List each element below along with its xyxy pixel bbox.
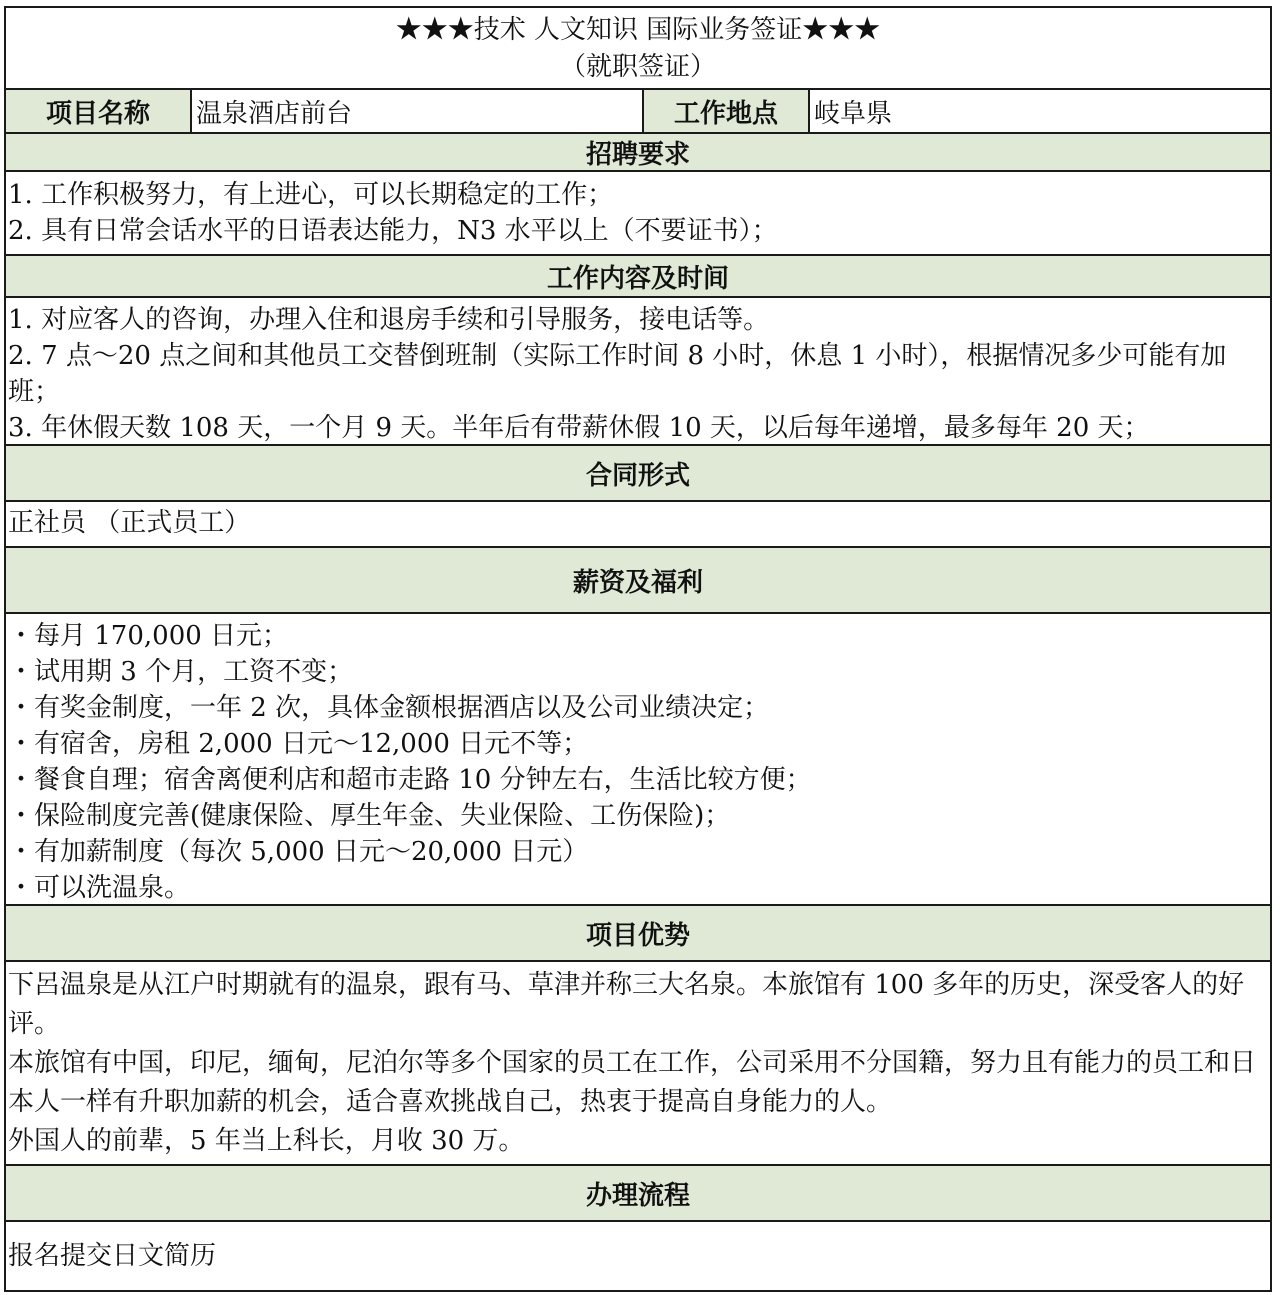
salary-item: ・可以洗温泉。 [8, 873, 191, 903]
contract-text: 正社员 （正式员工） [8, 508, 251, 538]
contract-body [6, 502, 1270, 548]
process-text: 报名提交日文简历 [8, 1241, 217, 1271]
work-item: 2. 7 点～20 点之间和其他员工交替倒班制（实际工作时间 8 小时，休息 1 小时），根据情况多少可能有加班； [8, 341, 1227, 407]
salary-item: ・保险制度完善(健康保险、厚生年金、失业保险、工伤保险)； [8, 801, 731, 831]
project-name-label: 项目名称 [6, 90, 192, 132]
title-block [6, 8, 1270, 90]
work-location-value: 岐阜県 [814, 98, 893, 129]
salary-item: ・有奖金制度，一年 2 次，具体金额根据酒店以及公司业绩决定； [8, 693, 770, 723]
advantage-paragraph: 下呂温泉是从江户时期就有的温泉，跟有马、草津并称三大名泉。本旅馆有 100 多年的历史，深受客人的好评。 [8, 970, 1245, 1039]
work-item: 3. 年休假天数 108 天，一个月 9 天。半年后有带薪休假 10 天，以后每年递增，最多每年 20 天； [8, 413, 1150, 443]
work-heading: 工作内容及时间 [6, 256, 1270, 298]
salary-item: ・每月 170,000 日元； [8, 621, 289, 651]
requirement-item: 2. 具有日常会话水平的日语表达能力，N3 水平以上（不要证书）； [8, 216, 778, 246]
salary-heading: 薪资及福利 [6, 548, 1270, 614]
advantage-paragraph: 外国人的前辈，5 年当上科长，月收 30 万。 [8, 1126, 525, 1156]
requirements-heading: 招聘要求 [6, 134, 1270, 172]
contract-heading: 合同形式 [6, 446, 1270, 502]
work-location-label: 工作地点 [644, 90, 810, 132]
advantages-body [6, 962, 1270, 1166]
job-posting-table [4, 6, 1272, 1292]
salary-body [6, 614, 1270, 906]
advantage-paragraph: 本旅馆有中国，印尼，缅甸，尼泊尔等多个国家的员工在工作，公司采用不分国籍，努力且有能力的员工和日本人一样有升职加薪的机会，适合喜欢挑战自己，热衷于提高自身能力的人。 [8, 1048, 1257, 1117]
process-heading: 办理流程 [6, 1166, 1270, 1222]
process-body [6, 1222, 1270, 1290]
salary-item: ・餐食自理；宿舍离便利店和超市走路 10 分钟左右，生活比较方便； [8, 765, 812, 795]
work-body [6, 298, 1270, 446]
advantages-heading: 项目优势 [6, 906, 1270, 962]
info-row [6, 90, 1270, 134]
requirements-body [6, 172, 1270, 256]
visa-title: ★★★技术 人文知识 国际业务签证★★★ [395, 15, 881, 45]
salary-item: ・有加薪制度（每次 5,000 日元～20,000 日元） [8, 837, 589, 867]
work-item: 1. 对应客人的咨询，办理入住和退房手续和引导服务，接电话等。 [8, 305, 770, 335]
salary-item: ・试用期 3 个月，工资不变； [8, 657, 354, 687]
project-name-value: 温泉酒店前台 [192, 90, 644, 132]
requirement-item: 1. 工作积极努力，有上进心，可以长期稳定的工作； [8, 180, 614, 210]
visa-subtitle: （就职签证） [559, 52, 716, 82]
salary-item: ・有宿舍，房租 2,000 日元～12,000 日元不等； [8, 729, 589, 759]
